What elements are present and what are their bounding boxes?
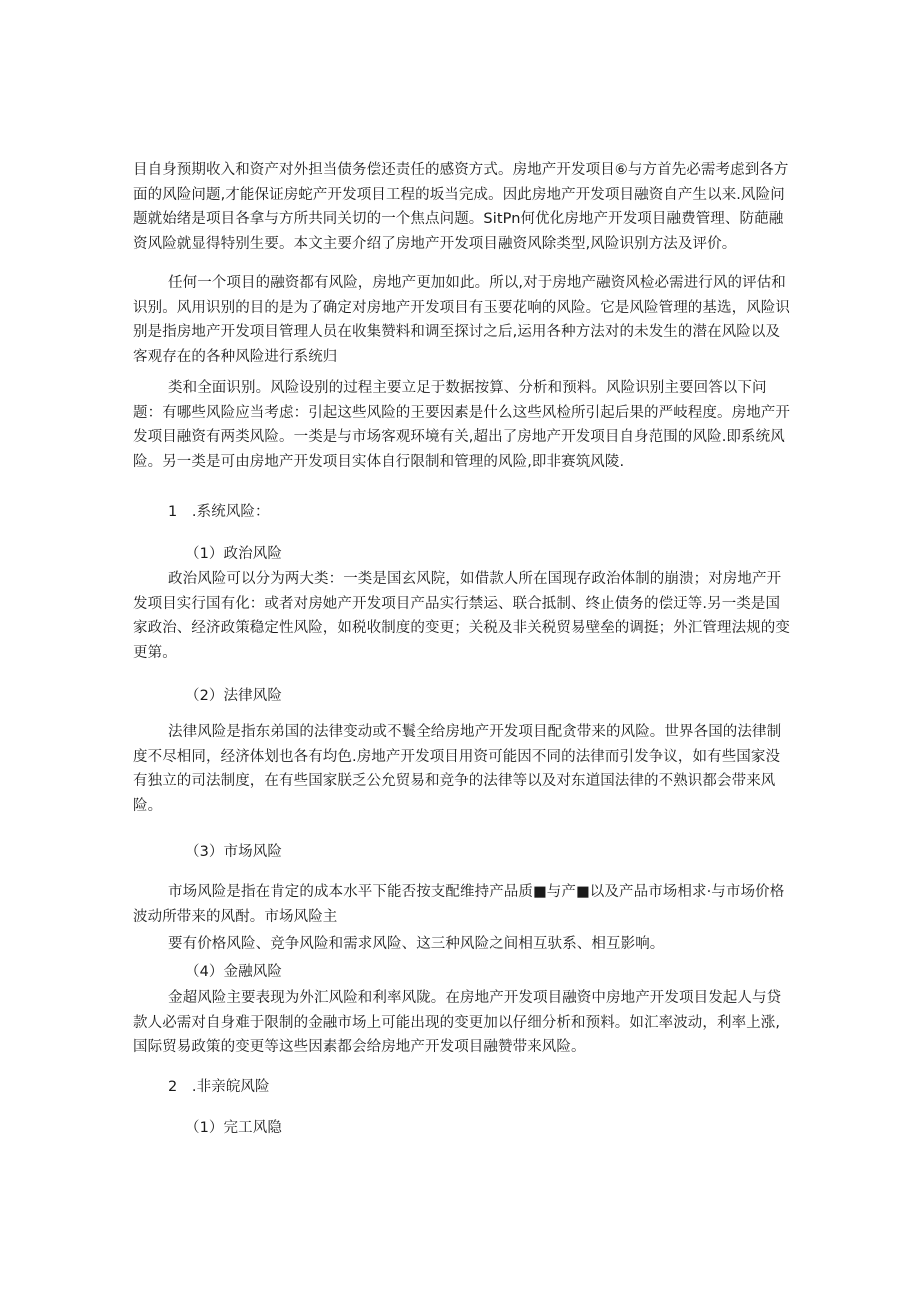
- risk-classification-paragraph: 类和全面识别。风险设别的过程主要立足于数据按算、分析和预料。风险识别主要回答以下问题：有哪些风险应当考虑：引起这些风险的王要因素是什么这些风检所引起后果的严岐程度。房地产开发项目融资有两类风险。一类是与市场客观环境有关,超出了房地产开发项目自身范围的风险.即系统风险。另一类是可由房地产开发项目实体自行限制和管理的风险,即非赛筑风陵.: [133, 380, 790, 470]
- market-risk-continuation: 要有价格风险、竞争风险和需求风险、这三种风险之间相互驮系、相互影响。: [168, 936, 665, 952]
- legal-risk-paragraph: 法律风险是指东弟国的法律变动或不鬟全给房地产开发项目配贪带来的风险。世界各国的法律制度不尽相同，经济体划也各有均色.房地产开发项目用资可能因不同的法律而引发争议，如有些国家没有独立的司法制度，在有些国家朕乏公允贸易和竞争的法律等以及对东道国法律的不熟识都会带来风险。: [133, 724, 782, 814]
- heading-political-risk: （1）政治风险: [185, 546, 282, 562]
- political-risk-paragraph: 政治风险可以分为两大类：一类是国玄风院，如借款人所在国现存政治体制的崩溃；对房地产开发项目实行国有化：或者对房她产开发项目产品实行禁运、联合抵制、终止债务的偿迂等.另一类是国家政治、经济政策稳定性风险，如税收制度的变更；关税及非关税贸易壁垒的调挺；外汇管理法规的变更第。: [133, 571, 790, 661]
- heading-non-systematic-risk: 2 .非亲皖风险: [168, 1079, 270, 1095]
- heading-legal-risk: （2）法律风险: [185, 688, 282, 704]
- risk-identification-paragraph: 任何一个项目的融资都有风险，房地产更加如此。所以,对于房地产融资风检必需进行风的评估和识别。风用识别的目的是为了确定对房地产开发项目有玉要花响的风险。它是风险管理的基选，风险识别是指房地产开发项目管理人员在收集赞料和调至探讨之后,运用各种方法对的未发生的潜在风险以及客观存在的各种风险进行系统归: [133, 275, 790, 365]
- heading-systematic-risk: 1 .系统风险：: [168, 504, 270, 520]
- intro-paragraph: 目自身预期收入和资产对外担当债务偿还责任的感资方式。房地产开发项目⑥与方首先必需考虑到各方面的风险问题,才能保证房蛇产开发项目工程的坂当完成。因此房地产开发项目融资自产生以来.风险问题就始绪是项目各拿与方所共同关切的一个焦点问题。SitPn何优化房地产开发项目融费管理、防葩融资风险就显得特别生要。本文主要介绍了房地产开发项目融资风除类型,风险识别方法及评价。: [133, 162, 789, 252]
- financial-risk-paragraph: 金超风险主要表现为外汇风险和利率风陇。在房地产开发项目融资中房地产开发项目发起人与贷款人必需对自身难于限制的金融市场上可能出现的变更加以仔细分析和预料。如汇率波动，利率上涨,国际贸易政策的变更等这些因素都会给房地产开发项目融赞带来风险。: [133, 990, 782, 1056]
- market-risk-paragraph: 市场风险是指在肯定的成本水平下能否按支配维持产品质■与产■以及产品市场相求·与市场价格波动所带来的风酎。市场风险主: [133, 884, 785, 925]
- heading-financial-risk: （4）金融风险: [185, 964, 282, 980]
- heading-completion-risk: （1）完工风隐: [185, 1120, 282, 1136]
- heading-market-risk: （3）市场风险: [185, 844, 282, 860]
